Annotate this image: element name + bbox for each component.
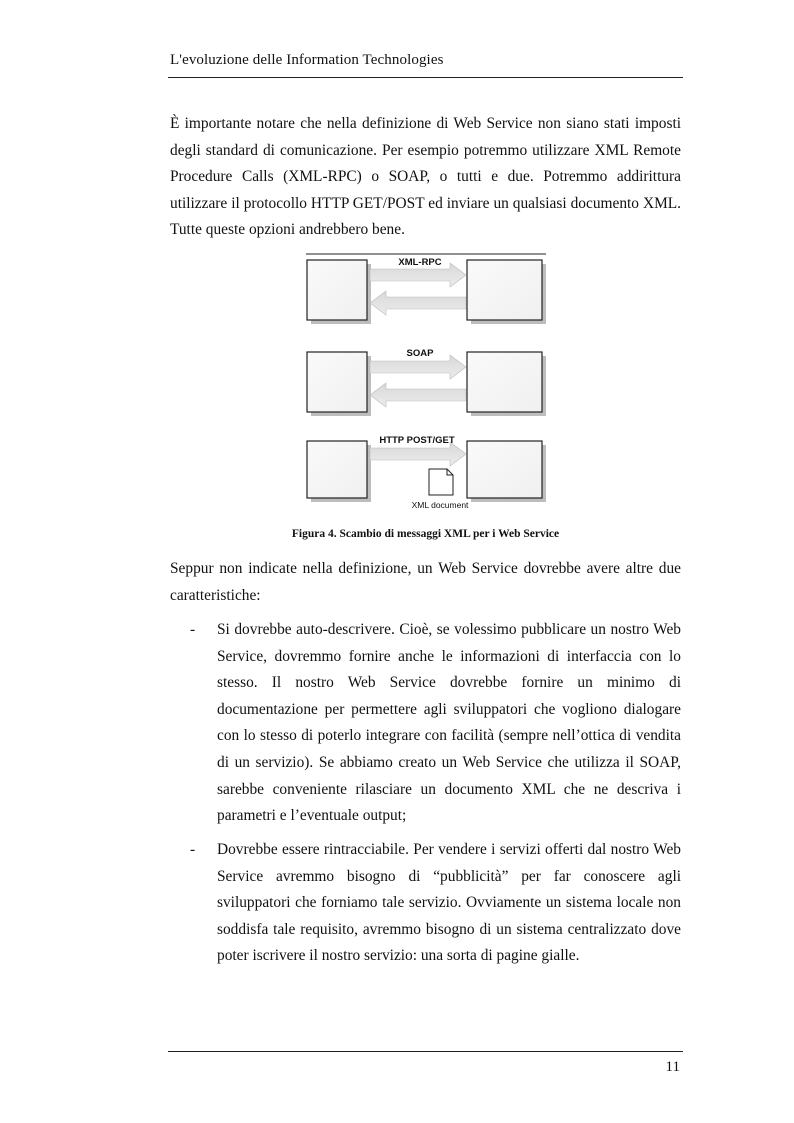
diagram-row-soap (307, 348, 546, 416)
footer-rule (168, 1051, 683, 1052)
diagram-row-http (307, 435, 546, 510)
document-label: XML document (411, 500, 469, 510)
running-head: L'evoluzione delle Information Technologies (170, 52, 444, 68)
bullet-marker: - (190, 841, 196, 858)
document-icon (429, 469, 453, 495)
diagram-row-xml-rpc (307, 257, 546, 324)
server-box (467, 352, 542, 412)
figure-diagram (300, 250, 548, 515)
page-number: 11 (665, 1059, 680, 1075)
client-box (307, 352, 367, 412)
row-label: XML-RPC (398, 257, 442, 268)
header-rule (168, 77, 683, 78)
bullet-marker: - (190, 621, 196, 638)
server-box (467, 441, 542, 498)
client-box (307, 441, 367, 498)
client-box (307, 260, 367, 320)
server-box (467, 260, 542, 320)
response-arrow (370, 383, 466, 407)
row-label: SOAP (406, 348, 434, 359)
bullet-text: Si dovrebbe auto-descrivere. Cioè, se volessimo pubblicare un nostro Web Service, dovremmo fornire anche le informazioni di interfaccia con lo stesso. Il nostro Web Service dovrebbe fornire un minimo di documentazione per permettere agli sviluppatori che vogliono dialogare con lo stesso di poterlo integrare con facilità (sempre nell’ottica di vendita di un servizio). Se abbiamo creato un Web Service che utilizza il SOAP, sarebbe conveniente rilasciare un documento XML che ne descriva i parametri e l’eventuale output; (217, 621, 681, 825)
row-label: HTTP POST/GET (379, 435, 455, 446)
paragraph-intro: È importante notare che nella definizione di Web Service non siano stati imposti degli standard di comunicazione. Per esempio potremmo utilizzare XML Remote Procedure Calls (XML-RPC) o SOAP, o tutti e due. Potremmo addirittura utilizzare il protocollo HTTP GET/POST ed inviare un qualsiasi documento XML. Tutte queste opzioni andrebbero bene. (170, 115, 681, 239)
response-arrow (370, 291, 466, 315)
paragraph-features: Seppur non indicate nella definizione, un Web Service dovrebbe avere altre due caratteristiche: (170, 560, 681, 604)
figure-caption: Figura 4. Scambio di messaggi XML per i Web Service (291, 528, 560, 540)
bullet-text: Dovrebbe essere rintracciabile. Per vendere i servizi offerti dal nostro Web Service avremmo bisogno di “pubblicità” per far conoscere agli sviluppatori che forniamo tale servizio. Ovviamente un sistema locale non soddisfa tale requisito, avremmo bisogno di un sistema centralizzato dove poter iscrivere il nostro servizio: una sorta di pagine gialle. (217, 841, 681, 965)
